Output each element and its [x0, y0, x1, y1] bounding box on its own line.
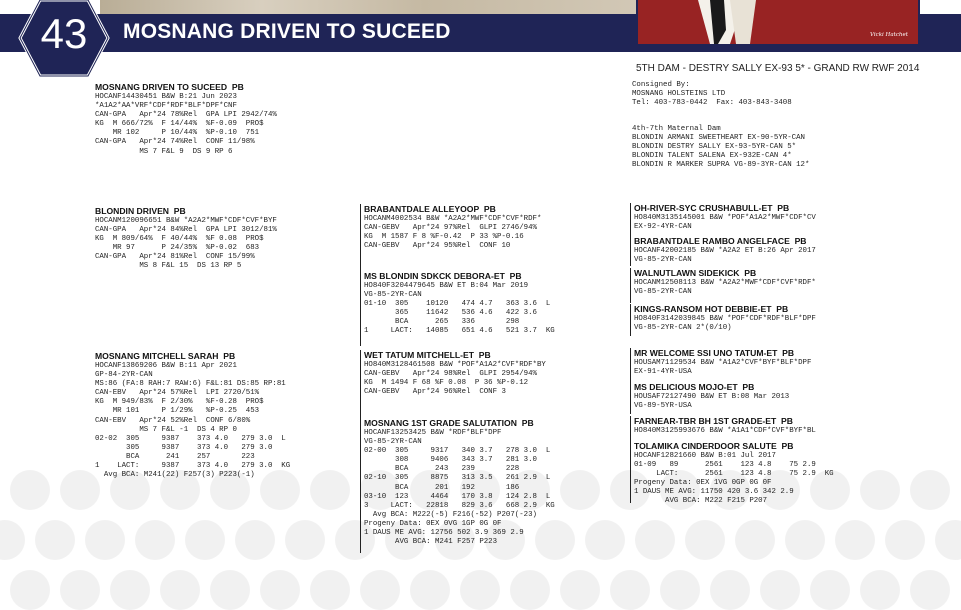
dd-dam-name: TOLAMIKA CINDERDOOR SALUTE PB [634, 441, 794, 451]
ss-dam-details: HOCANF42002185 B&W *A2A2 ET B:26 Apr 2017 VG-85-2YR-CAN [634, 247, 816, 265]
ds-sire-details: HOUSAM71129534 B&W *A1A2*CVF*BYF*BLF*DPF EX-91-4YR-USA [634, 359, 812, 377]
dam-dam-name: MOSNANG 1ST GRADE SALUTATION PB [364, 418, 534, 428]
dam-sire-details: HO840M3128461508 B&W *POF*A1A2*CVF*RDF*BY CAN-GEBV Apr*24 98%Rel GLPI 2954/94% KG M 1494 F 68 %F 0.08 P 36 %P-0.12 CAN-GEBV Apr*24 96%Rel CONF 3 [364, 361, 546, 397]
cow-photo-image [638, 0, 918, 44]
dd-sire [630, 416, 816, 442]
ds-sire-name: MR WELCOME SSI UNO TATUM-ET PB [634, 348, 795, 358]
sire-dam-name: MS BLONDIN SDKCK DEBORA-ET PB [364, 271, 522, 281]
consignor-block [632, 81, 792, 108]
sire-sire-details: HOCANM4002534 B&W *A2A2*MWF*CDF*CVF*RDF* CAN-GEBV Apr*24 97%Rel GLPI 2746/94% KG M 1587 F 8 %F-0.42 P 33 %P-0.16 CAN-GEBV Apr*24 95%Rel CONF 10 [364, 215, 542, 251]
dam-dam [360, 418, 555, 553]
main-animal [95, 82, 277, 157]
maternal-dams-list: 4th-7th Maternal Dam BLONDIN ARMANI SWEETHEART EX-90-5YR-CAN BLONDIN DESTRY SALLY EX-93-5YR-CAN 5* BLONDIN TALENT SALENA EX-932E-CAN 4* BLONDIN R MARKER SUPRA VG-89-3YR-CAN 12* [632, 125, 810, 170]
sire [95, 206, 277, 272]
sd-sire-details: HOCANM12508113 B&W *A2A2*MWF*CDF*CVF*RDF* VG-85-2YR-CAN [634, 279, 816, 297]
maternal-dams-block [632, 125, 809, 170]
ds-dam-name: MS DELICIOUS MOJO-ET PB [634, 382, 755, 392]
photo-signature: Vicki Hatchet [870, 32, 908, 38]
dam-sire [360, 350, 546, 420]
main-animal-details: HOCANF14430451 B&W B:21 Jun 2023 *A1A2*AA*VRF*CDF*RDF*BLF*DPF*CNF CAN-GPA Apr*24 78%Rel GPA LPI 2942/74% KG M 666/72% F 14/44% %F-0.09 PRO$ MR 102 P 10/44% %P-0.10 751 CAN-GPA Apr*24 74%Rel CONF 11/98% MS 7 F&L 9 DS 9 RP 6 [95, 93, 277, 156]
sire-sire-name: BRABANTDALE ALLEYOOP PB [364, 204, 496, 214]
sd-sire [630, 268, 816, 303]
dd-sire-name: FARNEAR-TBR BH 1ST GRADE-ET PB [634, 416, 793, 426]
sd-sire-name: WALNUTLAWN SIDEKICK PB [634, 268, 757, 278]
dam [95, 351, 290, 480]
ss-sire-details: HO840M3135145001 B&W *POF*A1A2*MWF*CDF*CV EX-92-4YR-CAN [634, 214, 816, 232]
dd-dam [630, 441, 834, 506]
ss-dam-name: BRABANTDALE RAMBO ANGELFACE PB [634, 236, 807, 246]
page-title: MOSNANG DRIVEN TO SUCEED [123, 20, 451, 43]
sire-dam-details: HO840F3204479645 B&W ET B:04 Mar 2019 VG-85-2YR-CAN 01-10 305 10120 474 4.7 363 3.6 L 365 11642 536 4.6 422 3.6 BCA 265 336 298 1 LACT: 14085 651 4.6 521 3.7 KG [364, 282, 555, 336]
consignor-details: Consigned By: MOSNANG HOLSTEINS LTD Tel: 403-783-0442 Fax: 403-843-3408 [632, 81, 792, 108]
sire-details: HOCANM120096651 B&W *A2A2*MWF*CDF*CVF*BYF CAN-GPA Apr*24 84%Rel GPA LPI 3012/81% KG M 809/64% F 40/44% %F 0.08 PRO$ MR 97 P 24/35% %P-0.02 683 CAN-GPA Apr*24 81%Rel CONF 15/99% MS 8 F&L 15 DS 13 RP 5 [95, 217, 277, 271]
lot-number: 43 [40, 10, 88, 57]
ds-dam [630, 382, 789, 414]
sd-dam-name: KINGS-RANSOM HOT DEBBIE-ET PB [634, 304, 789, 314]
sd-dam [630, 304, 816, 336]
dam-dam-details: HOCANF13253425 B&W *RDF*BLF*DPF VG-85-2YR-CAN 02-00 305 9317 340 3.7 278 3.0 L 308 9406 343 3.7 281 3.0 BCA 243 239 228 02-10 305 8875 313 3.5 261 2.9 L BCA 201 192 186 03-10 123 4464 170 3.8 124 2.8 L 3 LACT: 22818 829 3.6 668 2.9 KG Avg BCA: M222(-5) F216(-52) P207(-23) Progeny Data: 0EX 0VG 1GP 0G 0F 1 DAUS ME AVG: 12756 502 3.9 369 2.9 AVG BCA: M241 F257 P223 [364, 429, 555, 547]
dam-info [636, 63, 919, 74]
ss-sire-name: OH-RIVER-SYC CRUSHABULL-ET PB [634, 203, 790, 213]
sire-dam [360, 271, 555, 346]
main-animal-name: MOSNANG DRIVEN TO SUCEED PB [95, 82, 244, 92]
ds-sire [630, 348, 811, 382]
dd-sire-details: HO840M3125993676 B&W *A1A1*CDF*CVF*BYF*BL [634, 427, 816, 435]
dam-sire-name: WET TATUM MITCHELL-ET PB [364, 350, 491, 360]
sire-sire [360, 204, 541, 279]
sd-dam-details: HO840F3142039845 B&W *POF*CDF*RDF*BLF*DPF VG-85-2YR-CAN 2*(0/10) [634, 315, 816, 333]
cow-photo [636, 0, 920, 46]
dam-details: HOCANF13869206 B&W B:11 Apr 2021 GP-84-2YR-CAN MS:86 (FA:8 RAH:7 RAW:6) F&L:81 DS:85 RP:81 CAN-EBV Apr*24 57%Rel LPI 2720/51% KG M 949/83% F 2/30% %F-0.28 PRO$ MR 101 P 1/29% %P-0.25 453 CAN-EBV Apr*24 52%Rel CONF 6/80% MS 7 F&L -1 DS 4 RP 0 02-02 305 9387 373 4.0 279 3.0 L 305 9387 373 4.0 279 3.0 BCA 241 257 223 1 LACT: 9387 373 4.0 279 3.0 KG Avg BCA: M241(22) F257(3) P223(-1) [95, 362, 291, 480]
fifth-dam-heading: 5TH DAM - DESTRY SALLY EX-93 5* - GRAND RW RWF 2014 [636, 63, 920, 74]
header-photo-strip [100, 0, 640, 14]
ss-sire [630, 203, 816, 238]
ds-dam-details: HOUSAF72127490 B&W ET B:08 Mar 2013 VG-89-5YR-USA [634, 393, 790, 411]
ss-dam [630, 236, 816, 266]
dd-dam-details: HOCANF12821660 B&W B:01 Jul 2017 01-09 89 2561 123 4.8 75 2.9 LACT: 2561 123 4.8 75 2.9 KG Progeny Data: 0EX 1VG 0GP 0G 0F 1 DAUS ME AVG: 11750 420 3.6 342 2.9 AVG BCA: M222 F215 P207 [634, 452, 834, 506]
dam-name: MOSNANG MITCHELL SARAH PB [95, 351, 236, 361]
sire-name: BLONDIN DRIVEN PB [95, 206, 186, 216]
